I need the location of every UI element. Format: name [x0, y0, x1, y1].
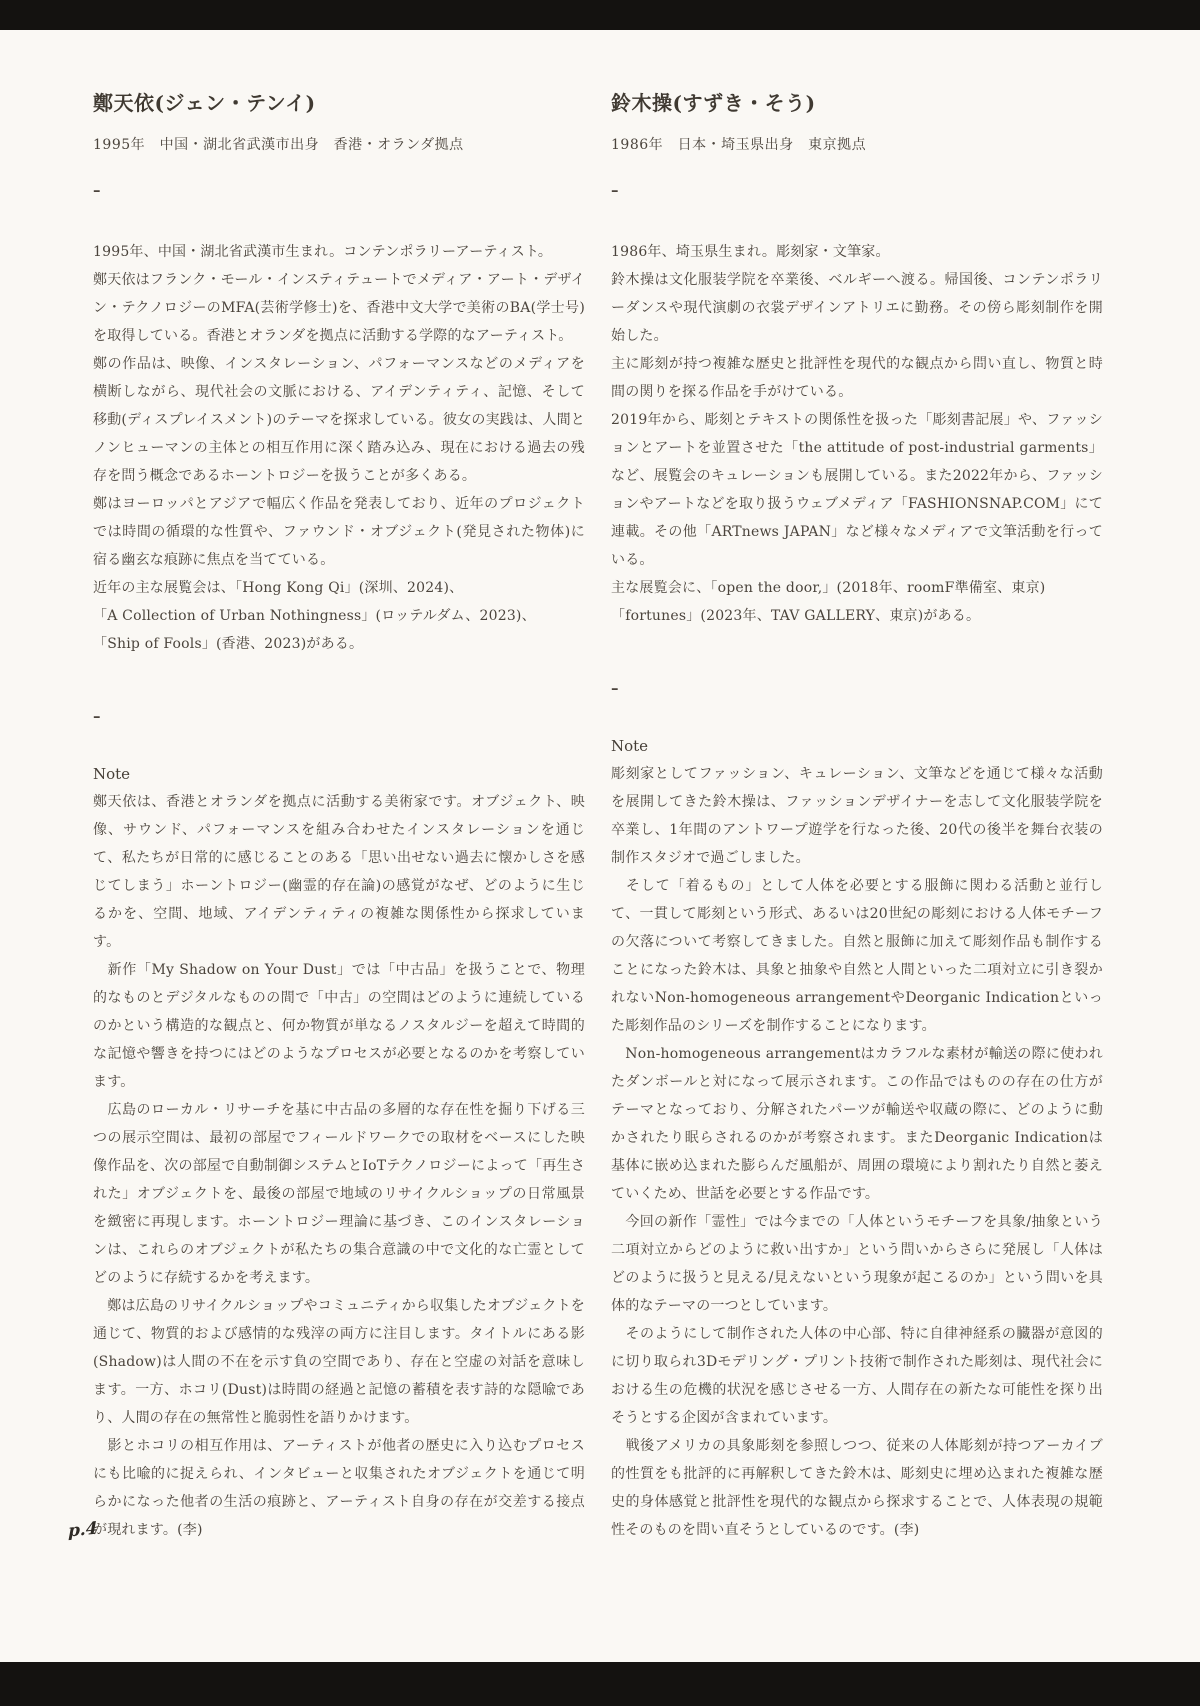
- note-heading: Note: [93, 765, 131, 783]
- note-paragraph: 彫刻家としてファッション、キュレーション、文筆などを通じて様々な活動を展開してきた鈴木操は、ファッションデザイナーを志して文化服装学院を卒業し、1年間のアントワープ遊学を行なった後、20代の後半を舞台衣装の制作スタジオで過ごしました。: [611, 766, 1103, 866]
- bio-paragraph: 鄭はヨーロッパとアジアで幅広く作品を発表しており、近年のプロジェクトでは時間の循環的な性質や、ファウンド・オブジェクト(発見された物体)に宿る幽玄な痕跡に焦点を当てている。: [93, 496, 585, 568]
- top-black-bar: [0, 0, 1200, 30]
- bio-paragraph: 1995年、中国・湖北省武漢市生まれ。コンテンポラリーアーティスト。: [93, 244, 553, 260]
- section-dash: –: [93, 707, 101, 725]
- bottom-black-bar: [0, 1662, 1200, 1706]
- artist-name-left: 鄭天依(ジェン・テンイ): [93, 91, 316, 115]
- section-dash: –: [611, 679, 619, 697]
- artist-birth-info-left: 1995年 中国・湖北省武漢市出身 香港・オランダ拠点: [93, 137, 464, 153]
- bio-paragraph: 鄭天依はフランク・モール・インスティテュートでメディア・アート・デザイン・テクノロジーのMFA(芸術学修士)を、香港中文大学で美術のBA(学士号)を取得している。香港とオランダを拠点に活動する学際的なアーティスト。: [93, 272, 585, 344]
- note-paragraph: 広島のローカル・リサーチを基に中古品の多層的な存在性を掘り下げる三つの展示空間は、最初の部屋でフィールドワークでの取材をベースにした映像作品を、次の部屋で自動制御システムとIoTテクノロジーによって「再生された」オブジェクトを、最後の部屋で地域のリサイクルショップの日常風景を緻密に再現します。ホーントロジー理論に基づき、このインスタレーションは、これらのオブジェクトが私たちの集合意識の中で文化的な亡霊としてどのように存続するかを考えます。: [93, 1102, 585, 1286]
- bio-paragraph: 鄭の作品は、映像、インスタレーション、パフォーマンスなどのメディアを横断しながら、現代社会の文脈における、アイデンティティ、記憶、そして移動(ディスプレイスメント)のテーマを探求している。彼女の実践は、人間とノンヒューマンの主体との相互作用に深く踏み込み、現在における過去の残存を問う概念であるホーントロジーを扱うことが多くある。: [93, 356, 585, 484]
- note-paragraph: 影とホコリの相互作用は、アーティストが他者の歴史に入り込むプロセスにも比喩的に捉えられ、インタビューと収集されたオブジェクトを通じて明らかになった他者の生活の痕跡と、アーティスト自身の存在が交差する接点が現れます。(李): [93, 1438, 585, 1538]
- bio-paragraph: 「fortunes」(2023年、TAV GALLERY、東京)がある。: [611, 608, 981, 624]
- artist-note-right: [611, 760, 1103, 1544]
- bio-paragraph: 近年の主な展覧会は、「Hong Kong Qi」(深圳、2024)、: [93, 580, 464, 596]
- artist-bio-right: [611, 238, 1103, 630]
- bio-paragraph: 「Ship of Fools」(香港、2023)がある。: [93, 636, 364, 652]
- artist-note-left: [93, 788, 585, 1544]
- section-dash: –: [93, 181, 101, 199]
- note-paragraph: 鄭は広島のリサイクルショップやコミュニティから収集したオブジェクトを通じて、物質的および感情的な残滓の両方に注目します。タイトルにある影(Shadow)は人間の不在を示す負の空間であり、存在と空虚の対話を意味します。一方、ホコリ(Dust)は時間の経過と記憶の蓄積を表す詩的な隠喩であり、人間の存在の無常性と脆弱性を語りかけます。: [93, 1298, 585, 1426]
- page-number: p.4: [68, 1518, 98, 1542]
- note-paragraph: 今回の新作「霊性」では今までの「人体というモチーフを具象/抽象という二項対立からどのように救い出すか」という問いからさらに発展し「人体はどのように扱うと見える/見えないという現象が起こるのか」という問いを具体的なテーマの一つとしています。: [611, 1214, 1103, 1314]
- note-paragraph: Non-homogeneous arrangementはカラフルな素材が輸送の際に使われたダンボールと対になって展示されます。この作品ではものの存在の仕方がテーマとなっており、分解されたパーツが輸送や収蔵の際に、どのように動かされたり眠らされるのかが考察されます。またDeorganic Indicationは基体に嵌め込まれた膨らんだ風船が、周囲の環境により割れたり自然と萎えていくため、世話を必要とする作品です。: [611, 1046, 1103, 1202]
- note-paragraph: 鄭天依は、香港とオランダを拠点に活動する美術家です。オブジェクト、映像、サウンド、パフォーマンスを組み合わせたインスタレーションを通じて、私たちが日常的に感じることのある「思い出せない過去に懐かしさを感じてしまう」ホーントロジー(幽霊的存在論)の感覚がなぜ、どのように生じるかを、空間、地域、アイデンティティの複雑な関係性から探求しています。: [93, 794, 585, 950]
- bio-paragraph: 2019年から、彫刻とテキストの関係性を扱った「彫刻書記展」や、ファッションとアートを並置させた「the attitude of post-industrial garments」など、展覧会のキュレーションも展開している。また2022年から、ファッションやアートなどを取り扱うウェブメディア「FASHIONSNAP.COM」にて連載。その他「ARTnews JAPAN」など様々なメディアで文筆活動を行っている。: [611, 412, 1103, 568]
- note-paragraph: そして「着るもの」として人体を必要とする服飾に関わる活動と並行して、一貫して彫刻という形式、あるいは20世紀の彫刻における人体モチーフの欠落について考察してきました。自然と服飾に加えて彫刻作品も制作することになった鈴木は、具象と抽象や自然と人間といった二項対立に引き裂かれないNon-homogeneous arrangementやDeorganic Indicationといった彫刻作品のシリーズを制作することになります。: [611, 878, 1103, 1034]
- left-artist-column: [93, 90, 585, 1544]
- note-paragraph: そのようにして制作された人体の中心部、特に自律神経系の臓器が意図的に切り取られ3Dモデリング・プリント技術で制作された彫刻は、現代社会における生の危機的状況を感じさせる一方、人間存在の新たな可能性を探り出そうとする企図が含まれています。: [611, 1326, 1103, 1426]
- bio-paragraph: 主な展覧会に、「open the door,」(2018年、roomF準備室、東京): [611, 580, 1046, 596]
- note-paragraph: 新作「My Shadow on Your Dust」では「中古品」を扱うことで、物理的なものとデジタルなものの間で「中古」の空間はどのように連続しているのかという構造的な観点と、何か物質が単なるノスタルジーを超えて時間的な記憶や響きを持つにはどのようなプロセスが必要となるのかを考察しています。: [93, 962, 585, 1090]
- right-artist-column: [611, 90, 1103, 1544]
- bio-paragraph: 「A Collection of Urban Nothingness」(ロッテルダム、2023)、: [93, 608, 536, 624]
- section-dash: –: [611, 181, 619, 199]
- page-content: [93, 90, 1103, 1544]
- bio-paragraph: 主に彫刻が持つ複雑な歴史と批評性を現代的な観点から問い直し、物質と時間の関りを探る作品を手がけている。: [611, 356, 1103, 400]
- artist-birth-info-right: 1986年 日本・埼玉県出身 東京拠点: [611, 137, 867, 153]
- bio-paragraph: 鈴木操は文化服装学院を卒業後、ベルギーへ渡る。帰国後、コンテンポラリーダンスや現代演劇の衣裳デザインアトリエに勤務。その傍ら彫刻制作を開始した。: [611, 272, 1103, 344]
- note-heading: Note: [611, 737, 649, 755]
- artist-bio-left: [93, 238, 585, 658]
- bio-paragraph: 1986年、埼玉県生まれ。彫刻家・文筆家。: [611, 244, 890, 260]
- note-paragraph: 戦後アメリカの具象彫刻を参照しつつ、従来の人体彫刻が持つアーカイブ的性質をも批評的に再解釈してきた鈴木は、彫刻史に埋め込まれた複雑な歴史的身体感覚と批評性を現代的な観点から探求することで、人体表現の規範性そのものを問い直そうとしているのです。(李): [611, 1438, 1103, 1538]
- artist-name-right: 鈴木操(すずき・そう): [611, 91, 816, 115]
